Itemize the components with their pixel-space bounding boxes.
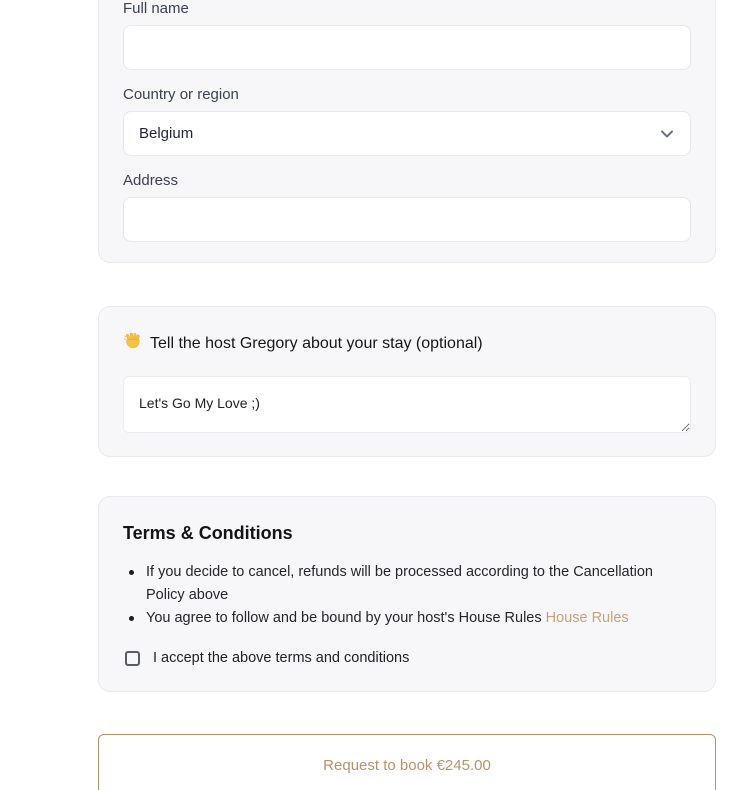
terms-item-house-rules xyxy=(123,607,691,630)
guest-details-card xyxy=(98,0,716,263)
host-message-heading xyxy=(123,331,691,357)
full-name-input[interactable] xyxy=(123,25,691,70)
country-label: Country or region xyxy=(123,86,239,103)
full-name-label: Full name xyxy=(123,0,189,17)
host-message-heading-text: Tell the host Gregory about your stay (optional) xyxy=(150,335,483,352)
bullet-icon xyxy=(129,616,134,621)
accept-terms-row xyxy=(123,650,691,666)
house-rules-link[interactable]: House Rules xyxy=(545,610,629,626)
terms-item-cancellation xyxy=(123,561,691,607)
terms-card xyxy=(98,496,716,692)
host-message-textarea[interactable] xyxy=(123,376,691,433)
country-select[interactable] xyxy=(123,111,691,156)
address-label: Address xyxy=(123,172,179,189)
accept-terms-label: I accept the above terms and conditions xyxy=(153,650,410,666)
request-to-book-button[interactable]: Request to book €245.00 xyxy=(98,734,716,790)
terms-list xyxy=(123,561,691,630)
terms-item-text: If you decide to cancel, refunds will be processed according to the Cancellation Policy above xyxy=(146,564,653,603)
terms-item-text-wrap xyxy=(146,607,629,630)
wave-icon xyxy=(123,331,142,357)
chevron-down-icon xyxy=(658,125,676,148)
accept-terms-checkbox[interactable] xyxy=(125,651,140,666)
bullet-icon xyxy=(129,570,134,575)
terms-item-text: You agree to follow and be bound by your host's House Rules xyxy=(146,610,546,626)
address-input[interactable] xyxy=(123,197,691,242)
host-message-card xyxy=(98,306,716,457)
country-select-value: Belgium xyxy=(139,125,194,142)
terms-heading: Terms & Conditions xyxy=(123,523,293,543)
